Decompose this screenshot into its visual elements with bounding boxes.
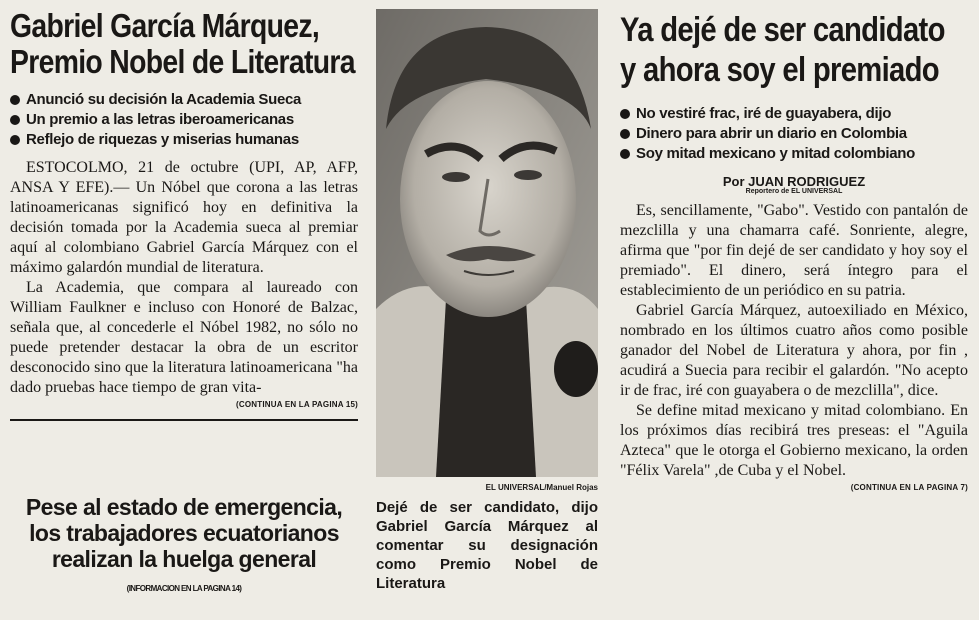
lead-paragraph: La Academia, que compara al laureado con William Faulkner e incluso con Honoré de Balzac, señala que, al concederle el Nóbel 1982, no sólo no puede pretender destacar la obra de un escritor desconocido sino que la literatura latinoamericana "ha dado pruebas hace tiempo de gran vita-	[10, 279, 358, 396]
secondary-headline-line: realizan la huelga general	[51, 546, 317, 572]
interview-paragraph: Gabriel García Márquez, autoexiliado en México, nombrado en los últimos cuatro años como posible ganador del Nobel de Literatura y ahora, por fin , acudirá a Suecia para recibir el galardón. "No acepto ir de frac, iré con guayabera o de mezclilla", dice.	[620, 302, 968, 399]
byline	[620, 174, 968, 195]
secondary-continued-note: (INFORMACION EN LA PAGINA 14)	[126, 584, 242, 593]
secondary-headline-line: los trabajadores ecuatorianos	[29, 520, 339, 546]
interview-bullet: Dinero para abrir un diario en Colombia	[620, 124, 968, 144]
secondary-headline-line: Pese al estado de emergencia,	[25, 494, 343, 520]
interview-continued-note: (CONTINUA EN LA PAGINA 7)	[850, 483, 968, 492]
byline-role: Reportero de EL UNIVERSAL	[745, 188, 843, 195]
interview-summary-bullets	[620, 104, 968, 164]
lead-bullet: Reflejo de riquezas y miserias humanas	[10, 130, 358, 150]
portrait-photo-image	[376, 9, 598, 477]
lead-headline	[10, 8, 363, 80]
lead-headline-line: Gabriel García Márquez,	[10, 7, 320, 44]
interview-body	[620, 201, 968, 481]
lead-continued-note: (CONTINUA EN LA PAGINA 15)	[236, 400, 358, 409]
lead-body	[10, 158, 358, 398]
portrait-photo	[376, 9, 598, 477]
interview-bullet: No vestiré frac, iré de guayabera, dijo	[620, 104, 968, 124]
interview-bullet: Soy mitad mexicano y mitad colombiano	[620, 144, 968, 164]
lead-summary-bullets	[10, 90, 358, 150]
byline-name: Por JUAN RODRIGUEZ	[722, 174, 866, 189]
lead-bullet: Un premio a las letras iberoamericanas	[10, 110, 358, 130]
lead-article	[10, 8, 358, 421]
interview-headline	[620, 10, 979, 90]
lead-bullet: Anunció su decisión la Academia Sueca	[10, 90, 358, 110]
photo-credit: EL UNIVERSAL/Manuel Rojas	[485, 483, 598, 492]
interview-paragraph: Se define mitad mexicano y mitad colombiano. En los próximos días recibirá tres preseas: el "Aguila Azteca" que le otorga el Gobierno mexicano, la orden "Félix Varela" ,de Cuba y el Nobel.	[620, 402, 968, 479]
secondary-article	[10, 494, 358, 602]
interview-headline-line: Ya dejé de ser candidato	[620, 11, 945, 49]
section-divider	[10, 419, 358, 421]
lead-headline-line: Premio Nobel de Literatura	[10, 43, 355, 80]
interview-paragraph: Es, sencillamente, "Gabo". Vestido con pantalón de mezclilla y una chamarra café. Sonriente, alegre, afirma que "por fin dejé de ser candidato y hoy soy el premiado". El dinero, será íntegro para el establecimiento de un periódico en su patria.	[620, 202, 968, 299]
photo-caption: Dejé de ser candidato, dijo Gabriel García Márquez al comentar su designación como Premio Nobel de Literatura	[376, 499, 598, 592]
lead-paragraph: ESTOCOLMO, 21 de octubre (UPI, AP, AFP, ANSA Y EFE).— Un Nóbel que corona a las letras latinoamericanas significó hoy en definitiva la decisión tomada por la Academia sueca al premiar aquí al colombiano Gabriel García Márquez con el máximo galardón mundial de literatura.	[10, 159, 358, 276]
interview-headline-line: y ahora soy el premiado	[620, 51, 939, 89]
interview-article	[620, 10, 968, 492]
